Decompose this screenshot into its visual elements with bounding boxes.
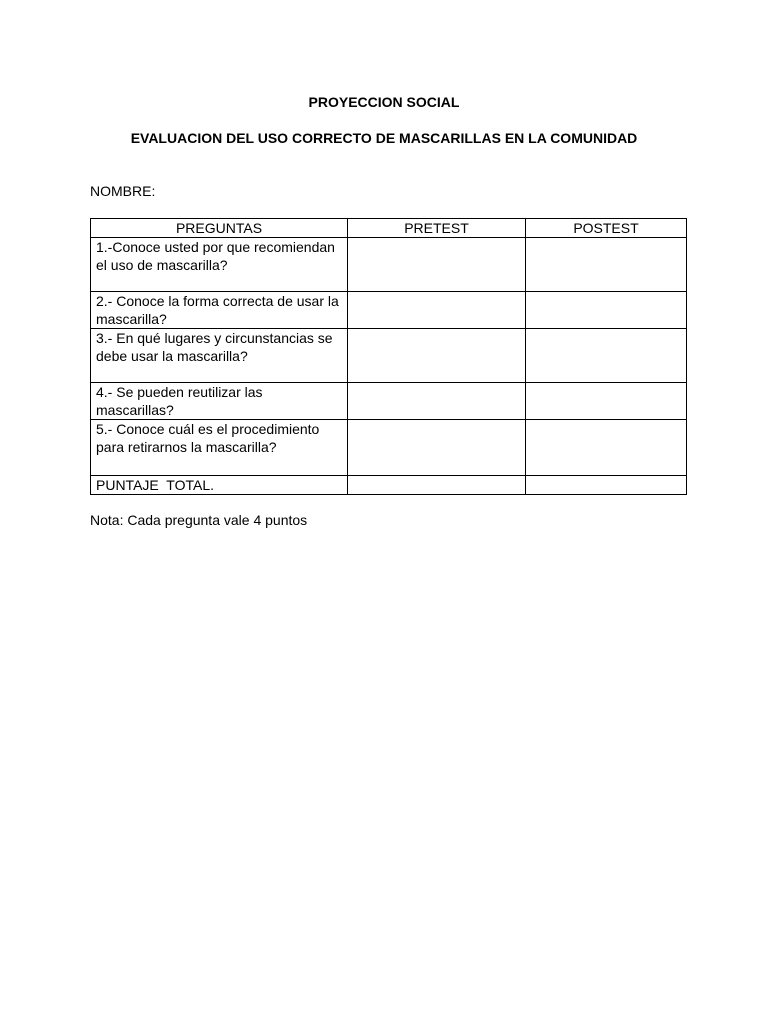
total-pretest-cell[interactable] — [348, 476, 526, 495]
table-row — [91, 238, 687, 292]
pretest-cell[interactable] — [348, 383, 526, 420]
table-row — [91, 329, 687, 383]
document-subtitle: EVALUACION DEL USO CORRECTO DE MASCARILLAS EN LA COMUNIDAD — [130, 130, 638, 146]
table-header-row — [91, 219, 687, 238]
pretest-cell[interactable] — [348, 329, 526, 383]
evaluation-table — [90, 218, 687, 495]
question-cell: 1.-Conoce usted por que recomiendan el uso de mascarilla? — [91, 238, 348, 292]
table-row — [91, 383, 687, 420]
pretest-cell[interactable] — [348, 420, 526, 476]
postest-cell[interactable] — [526, 383, 687, 420]
total-postest-cell[interactable] — [526, 476, 687, 495]
total-label: PUNTAJE TOTAL. — [91, 476, 348, 495]
postest-cell[interactable] — [526, 292, 687, 329]
question-cell: 5.- Conoce cuál es el procedimiento para retirarnos la mascarilla? — [91, 420, 348, 476]
pretest-cell[interactable] — [348, 238, 526, 292]
total-row — [91, 476, 687, 495]
table-row — [91, 292, 687, 329]
question-cell: 2.- Conoce la forma correcta de usar la mascarilla? — [91, 292, 348, 329]
question-cell: 3.- En qué lugares y circunstancias se debe usar la mascarilla? — [91, 329, 348, 383]
name-label: NOMBRE: — [90, 183, 156, 199]
header-preguntas: PREGUNTAS — [91, 219, 348, 238]
postest-cell[interactable] — [526, 420, 687, 476]
document-title: PROYECCION SOCIAL — [308, 94, 460, 110]
scoring-note: Nota: Cada pregunta vale 4 puntos — [90, 512, 308, 528]
header-pretest: PRETEST — [348, 219, 526, 238]
postest-cell[interactable] — [526, 238, 687, 292]
pretest-cell[interactable] — [348, 292, 526, 329]
postest-cell[interactable] — [526, 329, 687, 383]
question-cell: 4.- Se pueden reutilizar las mascarillas? — [91, 383, 348, 420]
header-postest: POSTEST — [526, 219, 687, 238]
table-row — [91, 420, 687, 476]
